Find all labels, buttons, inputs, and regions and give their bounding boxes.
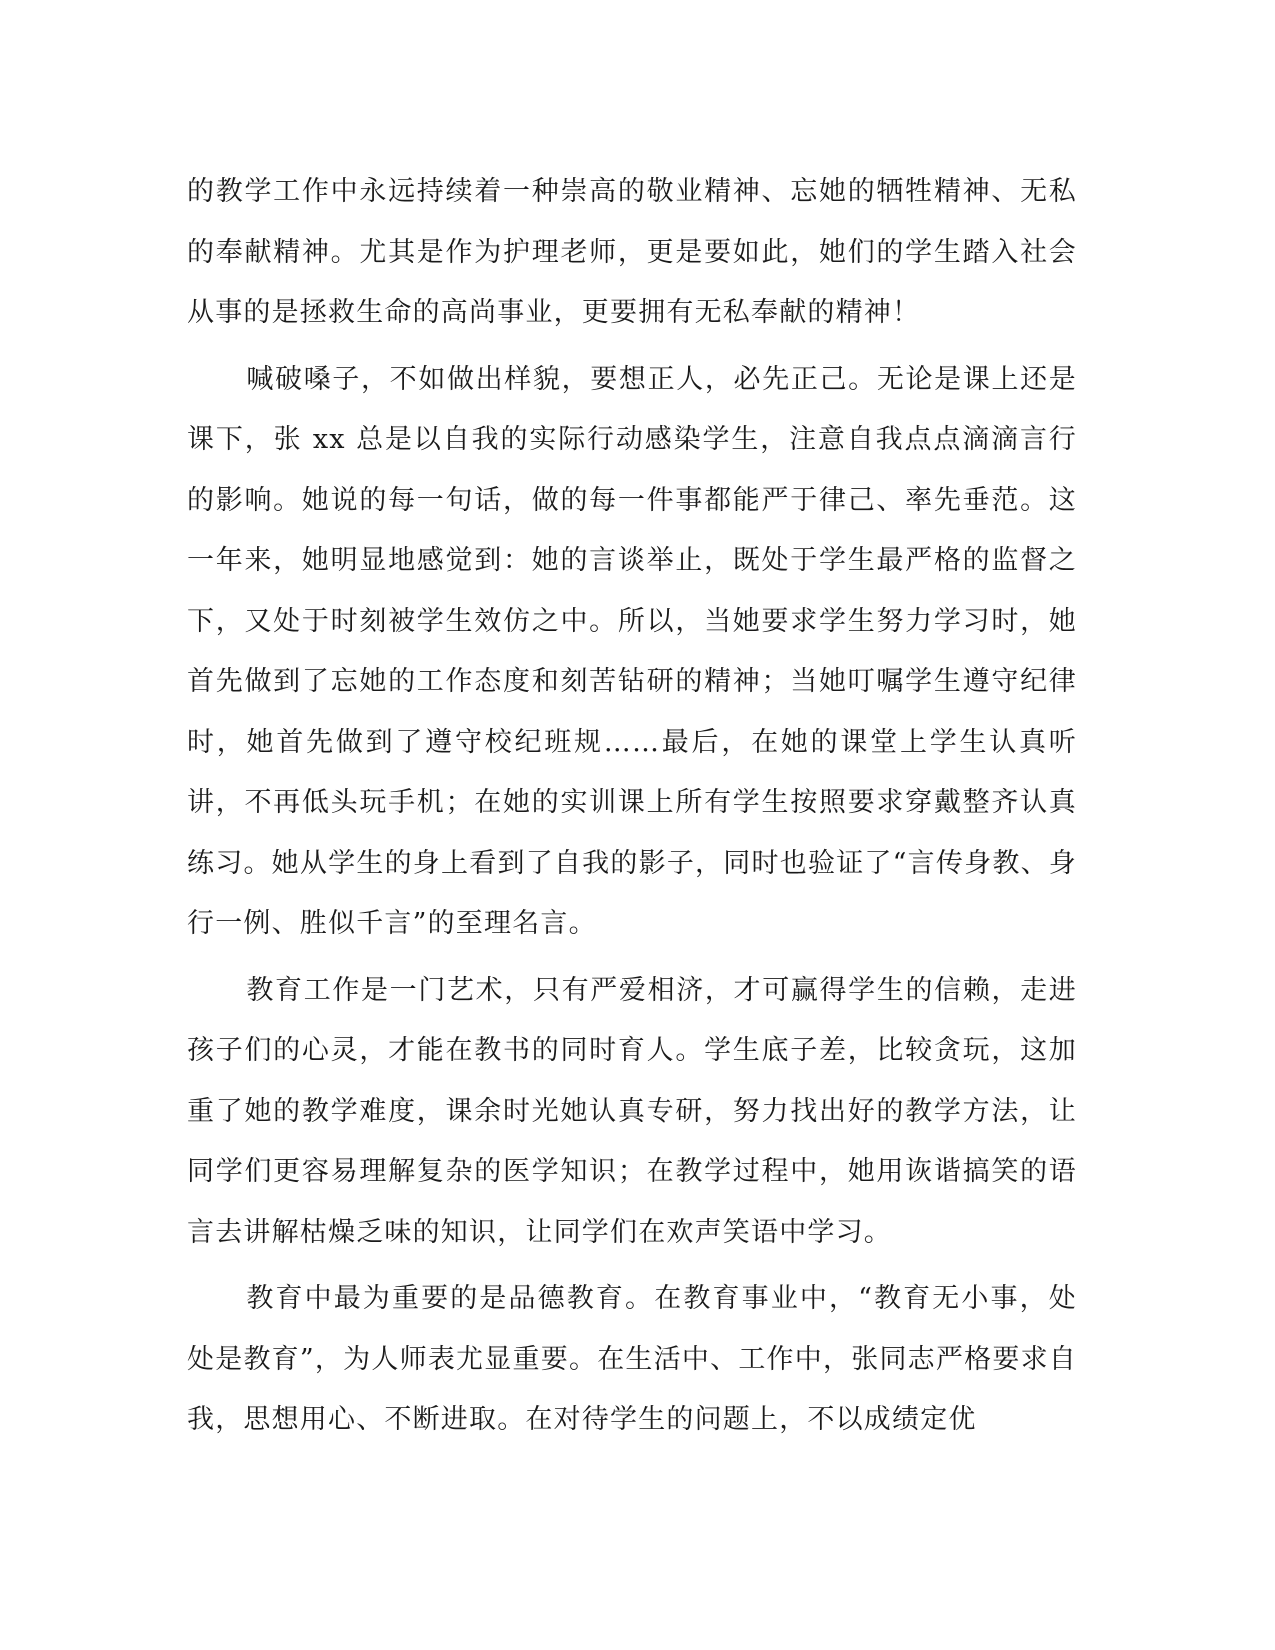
document-body: [187, 162, 1077, 1451]
paragraph-moral-education: 教育中最为重要的是品德教育。在教育事业中，“教育无小事，处处是教育”，为人师表尤显重要。在生活中、工作中，张同志严格要求自我，思想用心、不断进取。在对待学生的问题上，不以成绩定优: [187, 1283, 1077, 1435]
paragraph-lead-by-example: 喊破嗓子，不如做出样貌，要想正人，必先正己。无论是课上还是课下，张 xx 总是以自我的实际行动感染学生，注意自我点点滴滴言行的影响。她说的每一句话，做的每一件事都能严于律己、率先垂范。这一年来，她明显地感觉到：她的言谈举止，既处于学生最严格的监督之下，又处于时刻被学生效仿之中。所以，当她要求学生努力学习时，她首先做到了忘她的工作态度和刻苦钻研的精神；当她叮嘱学生遵守纪律时，她首先做到了遵守校纪班规……最后，在她的课堂上学生认真听讲，不再低头玩手机；在她的实训课上所有学生按照要求穿戴整齐认真练习。她从学生的身上看到了自我的影子，同时也验证了“言传身教、身行一例、胜似千言”的至理名言。: [187, 363, 1077, 939]
paragraph-continuation: 的教学工作中永远持续着一种崇高的敬业精神、忘她的牺牲精神、无私的奉献精神。尤其是作为护理老师，更是要如此，她们的学生踏入社会从事的是拯救生命的高尚事业，更要拥有无私奉献的精神！: [187, 176, 1077, 328]
paragraph-teaching-art: 教育工作是一门艺术，只有严爱相济，才可赢得学生的信赖，走进孩子们的心灵，才能在教书的同时育人。学生底子差，比较贪玩，这加重了她的教学难度，课余时光她认真专研，努力找出好的教学方法，让同学们更容易理解复杂的医学知识；在教学过程中，她用诙谐搞笑的语言去讲解枯燥乏味的知识，让同学们在欢声笑语中学习。: [187, 974, 1077, 1248]
